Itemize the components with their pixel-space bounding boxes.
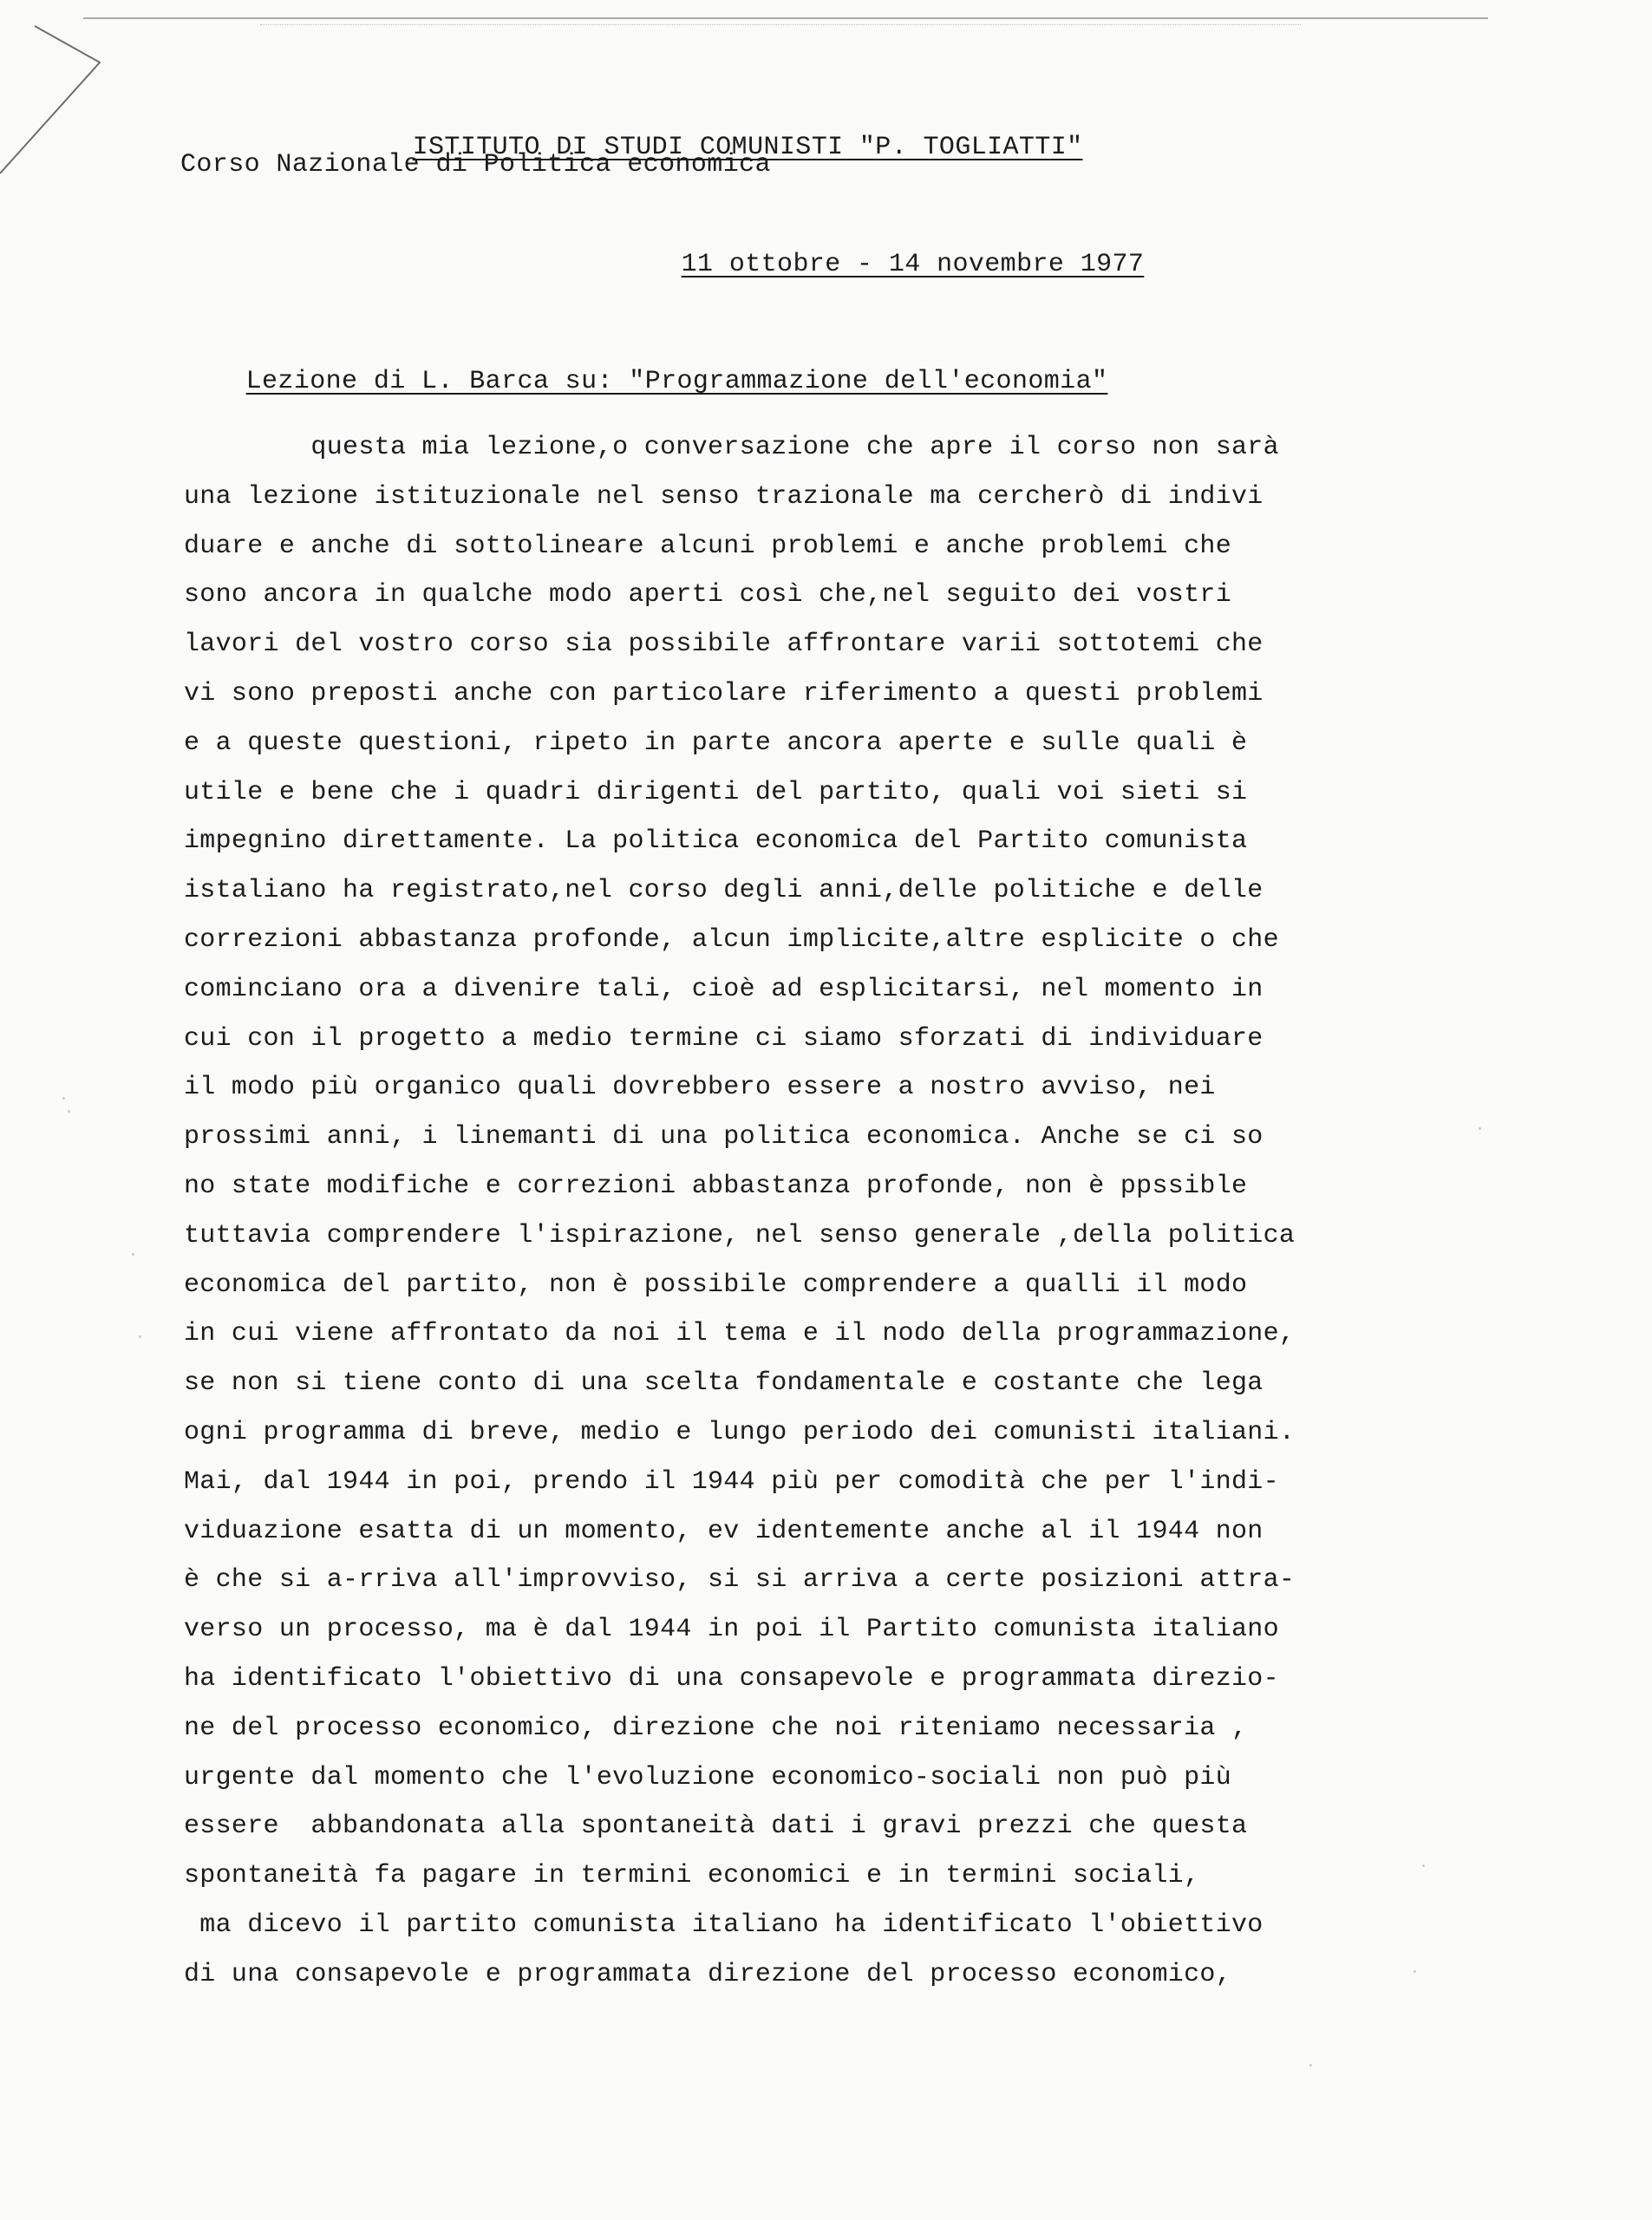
text-line: una lezione istituzionale nel senso trazionale ma cercherò di indivi bbox=[184, 481, 1263, 512]
text-line: prossimi anni, i linemanti di una politica economica. Anche se ci so bbox=[184, 1122, 1263, 1152]
text-line: questa mia lezione,o conversazione che apre il corso non sarà bbox=[184, 433, 1279, 462]
text-line: duare e anche di sottolineare alcuni problemi e anche problemi che bbox=[184, 531, 1231, 561]
lecture-title: Lezione di L. Barca su: "Programmazione dell'economia" bbox=[245, 367, 1108, 396]
text-line: ogni programma di breve, medio e lungo periodo dei comunisti italiani. bbox=[184, 1417, 1296, 1447]
text-line: viduazione esatta di un momento, ev identemente anche al il 1944 non bbox=[184, 1516, 1263, 1546]
text-line: e a queste questioni, ripeto in parte ancora aperte e sulle quali è bbox=[184, 728, 1248, 758]
text-line: tuttavia comprendere l'ispirazione, nel senso generale ,della politica bbox=[184, 1220, 1296, 1250]
page-fold-mark bbox=[0, 0, 113, 208]
text-line: istaliano ha registrato,nel corso degli anni,delle politiche e delle bbox=[184, 876, 1263, 906]
text-line: il modo più organico quali dovrebbero essere a nostro avviso, nei bbox=[184, 1073, 1216, 1103]
text-line: vi sono preposti anche con particolare riferimento a questi problemi bbox=[184, 678, 1263, 708]
scan-top-edge bbox=[83, 17, 1488, 19]
text-line: essere abbandonata alla spontaneità dati i gravi prezzi che questa bbox=[184, 1812, 1248, 1842]
text-line: no state modifiche e correzioni abbastanza profonde, non è ppssible bbox=[184, 1171, 1248, 1201]
institute-title: ISTITUTO DI STUDI COMUNISTI "P. TOGLIATTI" bbox=[412, 133, 1083, 162]
text-line: in cui viene affrontato da noi il tema e il nodo della programmazione, bbox=[184, 1319, 1296, 1349]
text-line: ne del processo economico, direzione che noi riteniamo necessaria , bbox=[184, 1713, 1248, 1743]
text-line: spontaneità fa pagare in termini economici e in termini sociali, bbox=[184, 1861, 1200, 1891]
text-line: cui con il progetto a medio termine ci siamo sforzati di individuare bbox=[184, 1023, 1263, 1054]
text-line: urgente dal momento che l'evoluzione economico-sociali non può più bbox=[184, 1762, 1231, 1792]
text-line: lavori del vostro corso sia possibile affrontare varii sottotemi che bbox=[184, 630, 1263, 660]
text-line: ha identificato l'obiettivo di una consapevole e programmata direzio- bbox=[184, 1663, 1279, 1694]
text-line: se non si tiene conto di una scelta fondamentale e costante che lega bbox=[184, 1368, 1263, 1399]
text-line: economica del partito, non è possibile comprendere a qualli il modo bbox=[184, 1270, 1248, 1300]
lecture-body bbox=[184, 423, 1415, 2000]
text-line: verso un processo, ma è dal 1944 in poi il Partito comunista italiano bbox=[184, 1615, 1279, 1645]
text-line: di una consapevole e programmata direzione del processo economico, bbox=[184, 1959, 1231, 1989]
course-dates: 11 ottobre - 14 novembre 1977 bbox=[681, 250, 1145, 279]
scan-top-edge-dotted bbox=[260, 24, 1301, 25]
text-line: correzioni abbastanza profonde, alcun implicite,altre esplicite o che bbox=[184, 924, 1279, 955]
text-line: sono ancora in qualche modo aperti così che,nel seguito dei vostri bbox=[184, 580, 1231, 610]
text-line: Mai, dal 1944 in poi, prendo il 1944 più per comodità che per l'indi- bbox=[184, 1466, 1279, 1497]
text-line: cominciano ora a divenire tali, cioè ad esplicitarsi, nel momento in bbox=[184, 974, 1263, 1004]
course-title: Corso Nazionale di Politica economica bbox=[180, 150, 771, 180]
text-line: impegnino direttamente. La politica economica del Partito comunista bbox=[184, 826, 1248, 857]
text-line: è che si a-rriva all'improvviso, si si arriva a certe posizioni attra- bbox=[184, 1565, 1296, 1596]
text-line: ma dicevo il partito comunista italiano ha identificato l'obiettivo bbox=[184, 1910, 1263, 1940]
text-line: utile e bene che i quadri dirigenti del partito, quali voi sieti si bbox=[184, 777, 1248, 807]
